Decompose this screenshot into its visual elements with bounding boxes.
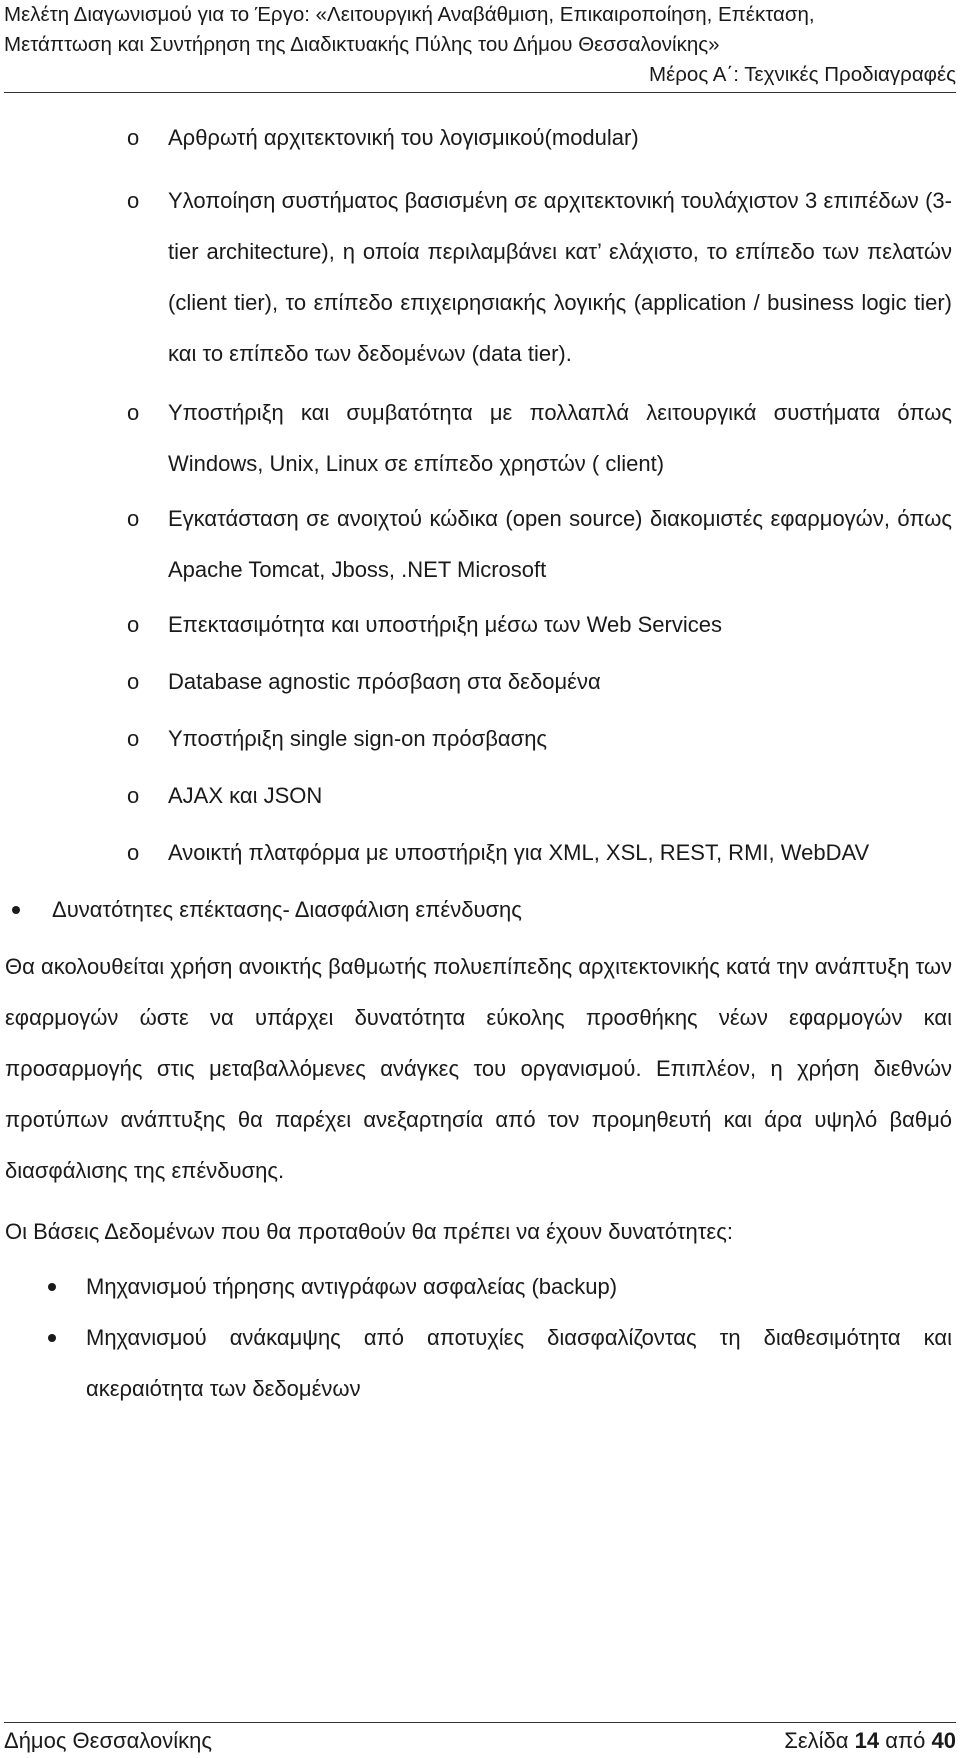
bullet-dot-icon: [48, 1283, 56, 1291]
db-requirement-item: [0, 1312, 960, 1414]
sub-list-item-text: Ανοικτή πλατφόρμα με υποστήριξη για XML, XSL, REST, RMI, WebDAV: [168, 840, 870, 865]
footer-organization: Δήμος Θεσσαλονίκης: [4, 1728, 212, 1753]
sub-bullet-marker: o: [127, 669, 140, 694]
sub-bullet-marker: o: [127, 783, 140, 808]
sub-list-item-text: Επεκτασιμότητα και υποστήριξη μέσω των Web Services: [168, 612, 722, 637]
footer-of-word: από: [885, 1728, 926, 1753]
sub-list-item-text: AJAX και JSON: [168, 783, 323, 808]
sub-list-item: [0, 713, 960, 764]
sub-bullet-marker: o: [127, 188, 140, 213]
sub-list-item-text: Υλοποίηση συστήματος βασισμένη σε αρχιτεκτονική τουλάχιστον 3 επιπέδων (3-tier architecture), η οποία περιλαμβάνει κατ’ ελάχιστο, το επίπεδο των πελατών (client tier), το επίπεδο επιχειρησιακής λογικής (application / business logic tier) και το επίπεδο των δεδομένων (data tier).: [168, 188, 952, 366]
footer-page-indicator: [784, 1724, 956, 1758]
sub-list-item-text: Υποστήριξη single sign-on πρόσβασης: [168, 726, 548, 751]
header-title-line-1: Μελέτη Διαγωνισμού για το Έργο: «Λειτουργική Αναβάθμιση, Επικαιροποίηση, Επέκταση,: [4, 3, 815, 26]
sub-list-item-text: Υποστήριξη και συμβατότητα με πολλαπλά λειτουργικά συστήματα όπως Windows, Unix, Linux σε επίπεδο χρηστών ( client): [168, 400, 952, 476]
header-section-label: Μέρος Α΄: Τεχνικές Προδιαγραφές: [649, 63, 956, 86]
sub-list-item: [0, 770, 960, 821]
footer-page-word: Σελίδα: [784, 1728, 849, 1753]
page-header: [4, 0, 956, 90]
paragraph-investment: Θα ακολουθείται χρήση ανοικτής βαθμωτής πολυεπίπεδης αρχιτεκτονικής κατά την ανάπτυξη των εφαρμογών ώστε να υπάρχει δυνατότητα εύκολης προσθήκης νέων εφαρμογών και προσαρμογής στις μεταβαλλόμενες ανάγκες του οργανισμού. Επιπλέον, η χρήση διεθνών προτύπων ανάπτυξης θα παρέχει ανεξαρτησία από τον προμηθευτή και άρα υψηλό βαθμό διασφάλισης της επένδυσης.: [5, 954, 952, 1183]
sub-list-item-text: Database agnostic πρόσβαση στα δεδομένα: [168, 669, 601, 694]
db-requirement-text: Μηχανισμού ανάκαμψης από αποτυχίες διασφαλίζοντας τη διαθεσιμότητα και ακεραιότητα των δεδομένων: [86, 1325, 952, 1401]
paragraph-databases: Οι Βάσεις Δεδομένων που θα προταθούν θα πρέπει να έχουν δυνατότητες:: [5, 1219, 733, 1244]
document-body: [0, 112, 960, 1414]
sub-bullet-marker: o: [127, 125, 140, 150]
sub-list-item: [0, 656, 960, 707]
sub-list-item: [0, 387, 960, 489]
footer-page-number: 14: [854, 1728, 880, 1753]
sub-bullet-marker: o: [127, 612, 140, 637]
footer-page-total: 40: [931, 1728, 956, 1753]
sub-list-item: [0, 827, 960, 878]
sub-bullet-marker: o: [127, 726, 140, 751]
sub-list-item-text: Αρθρωτή αρχιτεκτονική του λογισμικού(modular): [168, 125, 639, 150]
footer-divider: [4, 1722, 956, 1723]
sub-list-item-text: Εγκατάσταση σε ανοιχτού κώδικα (open source) διακομιστές εφαρμογών, όπως Apache Tomcat, Jboss, .NET Microsoft: [168, 506, 952, 582]
db-requirement-item: [0, 1261, 960, 1312]
bullet-dot-icon: [48, 1334, 56, 1342]
sub-bullet-marker: o: [127, 400, 140, 425]
sub-list-item: [0, 175, 960, 379]
db-requirement-text: Μηχανισμού τήρησης αντιγράφων ασφαλείας (backup): [86, 1274, 618, 1299]
sub-list-item: [0, 493, 960, 595]
section-bullet: [0, 884, 960, 935]
sub-bullet-marker: o: [127, 840, 140, 865]
sub-bullet-marker: o: [127, 506, 140, 531]
bullet-dot-icon: [12, 906, 20, 914]
header-title-line-2: Μετάπτωση και Συντήρηση της Διαδικτυακής Πύλης του Δήμου Θεσσαλονίκης»: [4, 33, 720, 56]
section-bullet-text: Δυνατότητες επέκτασης- Διασφάλιση επένδυσης: [52, 897, 522, 922]
header-divider: [4, 92, 956, 93]
sub-list-item: [0, 112, 960, 163]
sub-list-item: [0, 599, 960, 650]
